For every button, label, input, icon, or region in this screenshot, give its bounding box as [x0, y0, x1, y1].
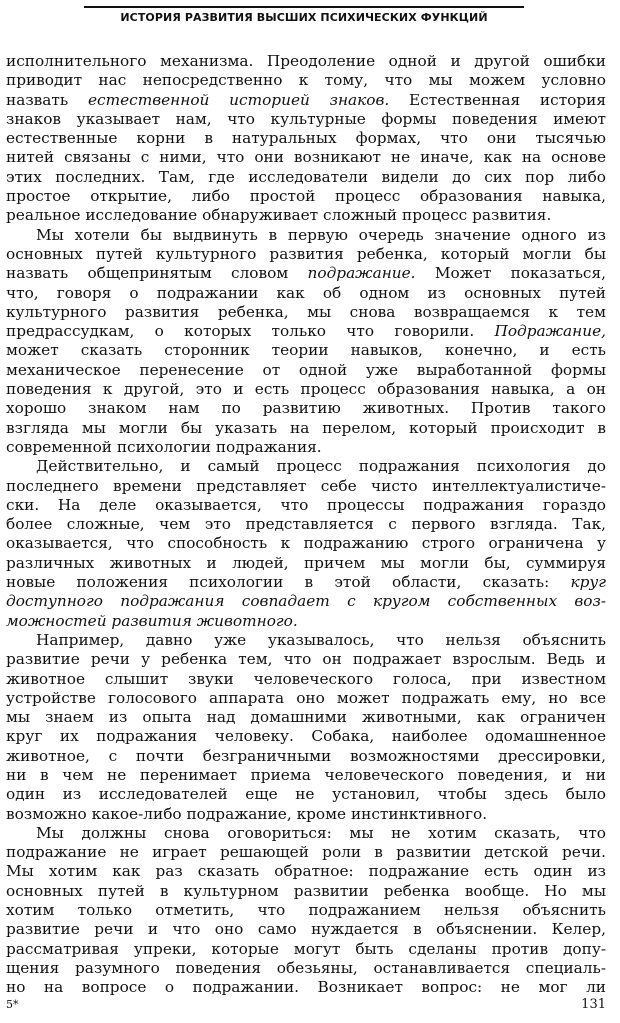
paragraph: [6, 226, 606, 458]
text-line: Мы должны снова оговориться: мы не хотим сказать, что: [36, 823, 606, 842]
text-line: современной психологии подражания.: [6, 437, 322, 456]
text-line: подражание не играет решающей роли в развитии детской речи.: [6, 843, 606, 862]
text-line: нитей связаны с ними, что они возникают не иначе, как на основе: [6, 148, 606, 167]
text-line: простое открытие, либо простой процесс образования навыка,: [6, 187, 606, 206]
text-line: основных путей в культурном развитии ребенка вообще. Но мы: [6, 881, 606, 900]
text-line: но на вопросе о подражании. Возникает вопрос: не мог ли: [6, 978, 606, 997]
body-text: [6, 52, 606, 998]
text-line: один из исследователей еще не установил, чтобы здесь было: [6, 785, 606, 804]
text-line: Например, давно уже указывалось, что нельзя объяснить: [36, 630, 606, 649]
text-line: поведения к другой, это и есть процесс образования навыка, а он: [6, 380, 606, 399]
text-line: щения разумного поведения обезьяны, останавливается специаль-: [6, 958, 606, 977]
text-line: хорошо знаком нам по развитию животных. Против такого: [6, 399, 606, 418]
text-line: доступного подражания совпадает с кругом собственных воз-: [6, 592, 606, 611]
text-line: культурного развития ребенка, мы снова возвращаемся к тем: [6, 302, 606, 321]
text-line: животное слышит звуки человеческого голоса, при известном: [6, 669, 606, 688]
text-line: Действительно, и самый процесс подражания психология до: [36, 457, 606, 476]
text-line: можностей развития животного.: [6, 611, 298, 630]
text-line: мы знаем из опыта над домашними животными, как ограничен: [6, 708, 606, 727]
text-line: приводит нас непосредственно к тому, что мы можем условно: [6, 71, 606, 90]
page-number: 131: [581, 997, 606, 1012]
text-line: возможно какое-либо подражание, кроме инстинктивного.: [6, 804, 488, 823]
text-line: животное, с почти безграничными возможностями дрессировки,: [6, 746, 606, 765]
text-line: основных путей культурного развития ребенка, который могли бы: [6, 244, 606, 263]
text-line: круг их подражания человеку. Собака, наиболее одомашненное: [6, 727, 606, 746]
text-line: естественные корни в натуральных формах, что они тысячью: [6, 129, 606, 148]
paragraph: [6, 631, 606, 824]
text-line: механическое перенесение от одной уже выработанной формы: [6, 360, 606, 379]
text-line: новые положения психологии в этой области, сказать: круг: [6, 573, 606, 592]
text-line: более сложные, чем это представляется с первого взгляда. Так,: [6, 515, 606, 534]
paragraph: [6, 824, 606, 998]
text-line: развитие речи у ребенка тем, что он подражает взрослым. Ведь и: [6, 650, 606, 669]
text-line: Мы хотели бы выдвинуть в первую очередь значение одного из: [36, 225, 606, 244]
text-line: последнего времени представляет себе чисто интеллектуалистиче-: [6, 476, 606, 495]
text-line: развитие речи и что оно само нуждается в объяснении. Келер,: [6, 920, 606, 939]
text-line: рассматривая упреки, которые могут быть сделаны против допу-: [6, 939, 606, 958]
paragraph: [6, 457, 606, 631]
text-line: этих последних. Там, где исследователи видели до сих пор либо: [6, 167, 606, 186]
text-line: хотим только отметить, что подражанием нельзя объяснить: [6, 901, 606, 920]
running-head: [84, 6, 524, 24]
text-line: ски. На деле оказывается, что процессы подражания гораздо: [6, 495, 606, 514]
text-line: назвать естественной историей знаков. Естественная история: [6, 90, 606, 109]
text-line: различных животных и людей, причем мы могли бы, суммируя: [6, 553, 606, 572]
paragraph: [6, 52, 606, 226]
text-line: устройстве голосового аппарата оно может подражать ему, но все: [6, 688, 606, 707]
text-line: ни в чем не перенимает приема человеческого поведения, и ни: [6, 765, 606, 784]
text-line: предрассудкам, о которых только что говорили. Подражание,: [6, 322, 606, 341]
text-line: исполнительного механизма. Преодоление одной и другой ошибки: [6, 52, 606, 70]
text-line: что, говоря о подражании как об одном из основных путей: [6, 283, 606, 302]
text-line: оказывается, что способность к подражанию строго ограничена у: [6, 534, 606, 553]
text-line: реальное исследование обнаруживает сложный процесс развития.: [6, 206, 552, 225]
text-line: Мы хотим как раз сказать обратное: подражание есть один из: [6, 862, 606, 881]
text-line: взгляда мы могли бы указать на перелом, который происходит в: [6, 418, 606, 437]
printer-signature-mark: 5*: [6, 998, 19, 1011]
text-line: знаков указывает нам, что культурные формы поведения имеют: [6, 109, 606, 128]
header-rule: [84, 6, 524, 8]
text-line: может сказать сторонник теории навыков, конечно, и есть: [6, 341, 606, 360]
text-line: назвать общепринятым словом подражание. Может показаться,: [6, 264, 606, 283]
running-head-title: ИСТОРИЯ РАЗВИТИЯ ВЫСШИХ ПСИХИЧЕСКИХ ФУНКЦИЙ: [120, 11, 488, 24]
